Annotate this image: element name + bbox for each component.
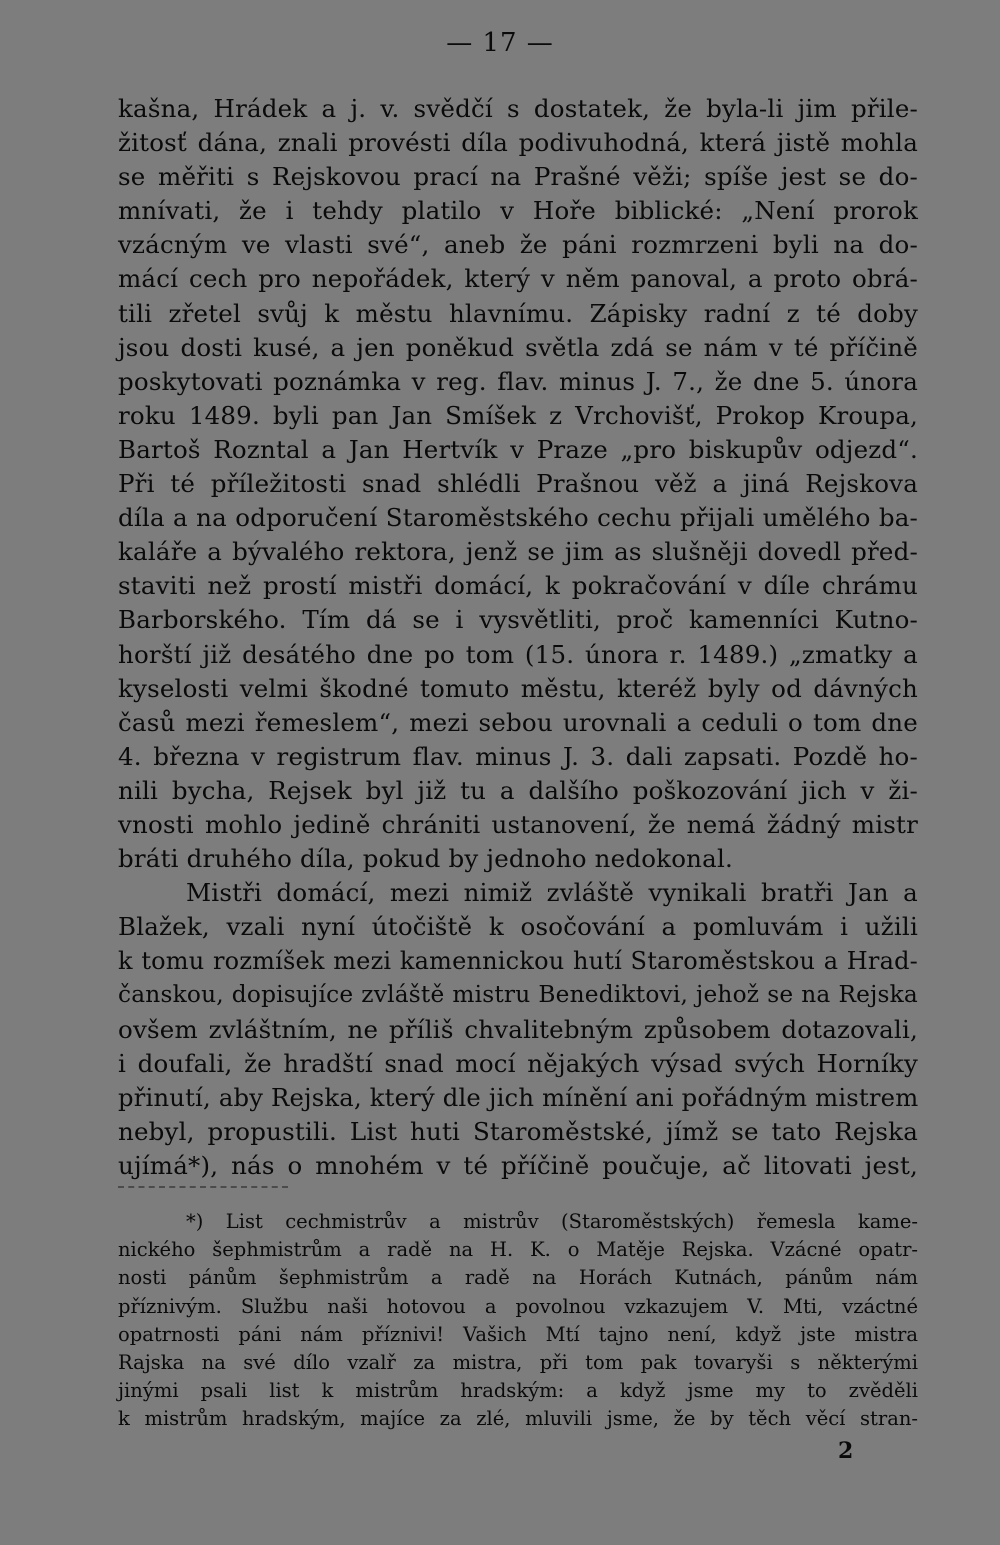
text-line: Blažek, vzali nyní útočiště k osočování a pomluvám i užili [118,912,918,942]
footnote-line: příznivým. Službu naši hotovou a povolnou vzkazujem V. Mti, vzáctné [118,1294,918,1318]
text-line: kaláře a bývalého rektora, jenž se jim as slušněji dovedl před- [118,537,918,567]
text-line: jsou dosti kusé, a jen poněkud světla zdá se nám v té příčině [118,332,918,362]
text-line: tili zřetel svůj k městu hlavnímu. Zápisky radní z té doby [118,298,918,328]
footnote-separator [118,1186,288,1188]
footnote-line: nického šephmistrům a radě na H. K. o Matěje Rejska. Vzácné opatr- [118,1238,918,1262]
text-line: Při té příležitosti snad shlédli Prašnou věž a jiná Rejskova [118,469,918,499]
text-line: čanskou, dopisujíce zvláště mistru Benediktovi, jehož se na Rejska [118,981,918,1009]
page-number: — 17 — [446,28,554,58]
text-line: Bartoš Rozntal a Jan Hertvík v Praze „pro biskupův odjezd“. [118,434,918,464]
text-line: nili bycha, Rejsek byl již tu a dalšího poškozování jich v ži- [118,775,918,805]
text-line: díla a na odporučení Staroměstského cechu přijali umělého ba- [118,503,918,533]
text-line: ovšem zvláštním, ne příliš chvalitebným způsobem dotazovali, [118,1014,918,1044]
footnote-line: nosti pánům šephmistrům a radě na Horách Kutnách, pánům nám [118,1266,918,1290]
printer-signature-mark: 2 [838,1438,854,1464]
text-line: vnosti mohlo jedině chrániti ustanovení, že nemá žádný mistr [118,809,918,839]
text-line: přinutí, aby Rejska, který dle jich mínění ani pořádným mistrem [118,1082,919,1112]
text-line: roku 1489. byli pan Jan Smíšek z Vrchovišť, Prokop Kroupa, [118,400,918,430]
footnote-line: jinými psali list k mistrům hradským: a když jsme my to zvěděli [118,1379,918,1403]
text-line: k tomu rozmíšek mezi kamennickou hutí Staroměstskou a Hrad- [118,947,918,976]
text-line: bráti druhého díla, pokud by jednoho nedokonal. [118,844,733,874]
text-line: vzácným ve vlasti své“, aneb že páni rozmrzeni byli na do- [118,230,918,260]
text-line: i doufali, že hradští snad mocí nějakých výsad svých Horníky [118,1048,918,1078]
text-line: kašna, Hrádek a j. v. svědčí s dostatek, že byla-li jim přile- [118,94,918,123]
text-line: staviti než prostí mistři domácí, k pokračování v díle chrámu [118,571,918,601]
text-line: mácí cech pro nepořádek, který v něm panoval, a proto obrá- [118,264,918,294]
text-line: horští již desátého dne po tom (15. února r. 1489.) „zmatky a [118,639,918,669]
text-line: 4. března v registrum flav. minus J. 3. dali zapsati. Pozdě ho- [118,741,918,771]
text-line: ujímá*), nás o mnohém v té příčině poučuje, ač litovati jest, [118,1150,918,1180]
footnote-line: *) List cechmistrův a mistrův (Staroměstských) řemesla kame- [186,1210,918,1233]
text-line: Barborského. Tím dá se i vysvětliti, proč kamenníci Kutno- [118,605,918,635]
text-line: se měřiti s Rejskovou prací na Prašné věži; spíše jest se do- [118,162,918,192]
text-line: mnívati, že i tehdy platilo v Hoře biblické: „Není prorok [118,196,918,226]
main-text [118,92,918,1183]
text-line: časů mezi řemeslem“, mezi sebou urovnali a ceduli o tom dne [118,707,918,737]
footnote-line: Rajska na své dílo vzalř za mistra, při tom pak tovaryši s některými [118,1350,918,1374]
text-line: žitosť dána, znali provésti díla podivuhodná, která jistě mohla [118,128,918,158]
text-line: nebyl, propustili. List huti Staroměstské, jímž se tato Rejska [118,1116,918,1146]
footnote [118,1208,918,1434]
footnote-line: k mistrům hradským, majíce za zlé, mluvili jsme, že by těch věcí stran- [118,1407,918,1431]
paragraph-start-line: Mistři domácí, mezi nimiž zvláště vynikali bratři Jan a [186,878,918,908]
footnote-line: opatrnosti páni nám příznivi! Vašich Mtí tajno není, když jste mistra [118,1322,918,1346]
text-line: poskytovati poznámka v reg. flav. minus J. 7., že dne 5. února [118,366,918,396]
text-line: kyselosti velmi škodné tomuto městu, kteréž byly od dávných [118,673,918,703]
